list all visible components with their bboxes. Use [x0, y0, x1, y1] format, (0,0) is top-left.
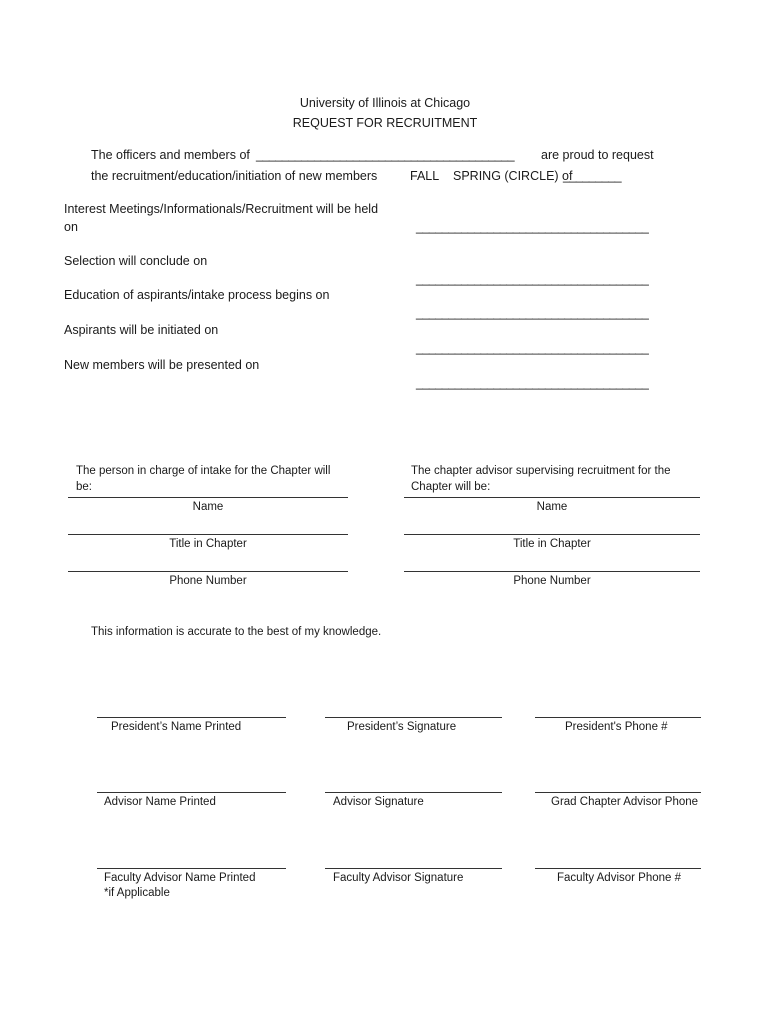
grad-advisor-phone-line[interactable] — [535, 792, 701, 793]
advisor-signature-line[interactable] — [325, 792, 502, 793]
advisor-phone-line[interactable] — [404, 571, 700, 572]
chapter-advisor-label: The chapter advisor supervising recruitment for the — [411, 465, 671, 477]
page-title: REQUEST FOR RECRUITMENT — [292, 116, 478, 130]
intro-line1-end: are proud to request — [541, 148, 654, 162]
president-name-line[interactable] — [97, 717, 286, 718]
organization-name-field[interactable]: ________________________________________ — [256, 148, 515, 162]
president-signature-line[interactable] — [325, 717, 502, 718]
president-phone-caption: President's Phone # — [565, 721, 668, 733]
faculty-advisor-name-caption: Faculty Advisor Name Printed — [104, 872, 256, 884]
intake-name-line[interactable] — [68, 497, 348, 498]
faculty-advisor-signature-caption: Faculty Advisor Signature — [333, 872, 464, 884]
grad-advisor-phone-caption: Grad Chapter Advisor Phone — [551, 796, 699, 808]
fall-option[interactable]: FALL — [410, 169, 440, 183]
interest-meetings-date-field[interactable]: ____________________________________ — [416, 220, 649, 234]
selection-label: Selection will conclude on — [64, 254, 208, 268]
interest-meetings-label: Interest Meetings/Informationals/Recruitment will be held — [64, 202, 379, 216]
intake-title-line[interactable] — [68, 534, 348, 535]
faculty-advisor-phone-line[interactable] — [535, 868, 701, 869]
intake-name-caption: Name — [192, 501, 224, 513]
advisor-name-caption: Name — [536, 501, 568, 513]
intro-line1-start: The officers and members of — [91, 148, 250, 162]
advisor-name-printed-line[interactable] — [97, 792, 286, 793]
presentation-label: New members will be presented on — [64, 358, 260, 372]
presentation-date-field[interactable]: ____________________________________ — [416, 376, 649, 390]
intake-phone-line[interactable] — [68, 571, 348, 572]
if-applicable-note: *if Applicable — [104, 887, 170, 899]
year-field[interactable]: _________ — [563, 169, 622, 183]
interest-meetings-label-cont: on — [64, 220, 78, 234]
accuracy-statement: This information is accurate to the best of my knowledge. — [91, 626, 382, 638]
intro-line2-start: the recruitment/education/initiation of new members — [91, 169, 378, 183]
initiation-date-field[interactable]: ____________________________________ — [416, 341, 649, 355]
president-phone-line[interactable] — [535, 717, 701, 718]
advisor-signature-caption: Advisor Signature — [333, 796, 424, 808]
intake-person-label: The person in charge of intake for the Chapter will — [76, 465, 331, 477]
initiation-label: Aspirants will be initiated on — [64, 323, 219, 337]
advisor-name-printed-caption: Advisor Name Printed — [104, 796, 216, 808]
faculty-advisor-name-line[interactable] — [97, 868, 286, 869]
selection-date-field[interactable]: ____________________________________ — [416, 272, 649, 286]
education-label: Education of aspirants/intake process begins on — [64, 288, 330, 302]
intake-phone-caption: Phone Number — [169, 575, 247, 587]
intake-title-caption: Title in Chapter — [169, 538, 247, 550]
intake-person-label-cont: be: — [76, 481, 92, 493]
education-date-field[interactable]: ____________________________________ — [416, 306, 649, 320]
president-name-caption: President’s Name Printed — [111, 721, 242, 733]
president-signature-caption: President’s Signature — [347, 721, 457, 733]
faculty-advisor-signature-line[interactable] — [325, 868, 502, 869]
chapter-advisor-label-cont: Chapter will be: — [411, 481, 491, 493]
university-name: University of Illinois at Chicago — [299, 96, 471, 110]
spring-option[interactable]: SPRING (CIRCLE) of — [453, 169, 573, 183]
advisor-title-caption: Title in Chapter — [513, 538, 591, 550]
advisor-name-line[interactable] — [404, 497, 700, 498]
advisor-title-line[interactable] — [404, 534, 700, 535]
advisor-phone-caption: Phone Number — [513, 575, 591, 587]
faculty-advisor-phone-caption: Faculty Advisor Phone # — [557, 872, 682, 884]
